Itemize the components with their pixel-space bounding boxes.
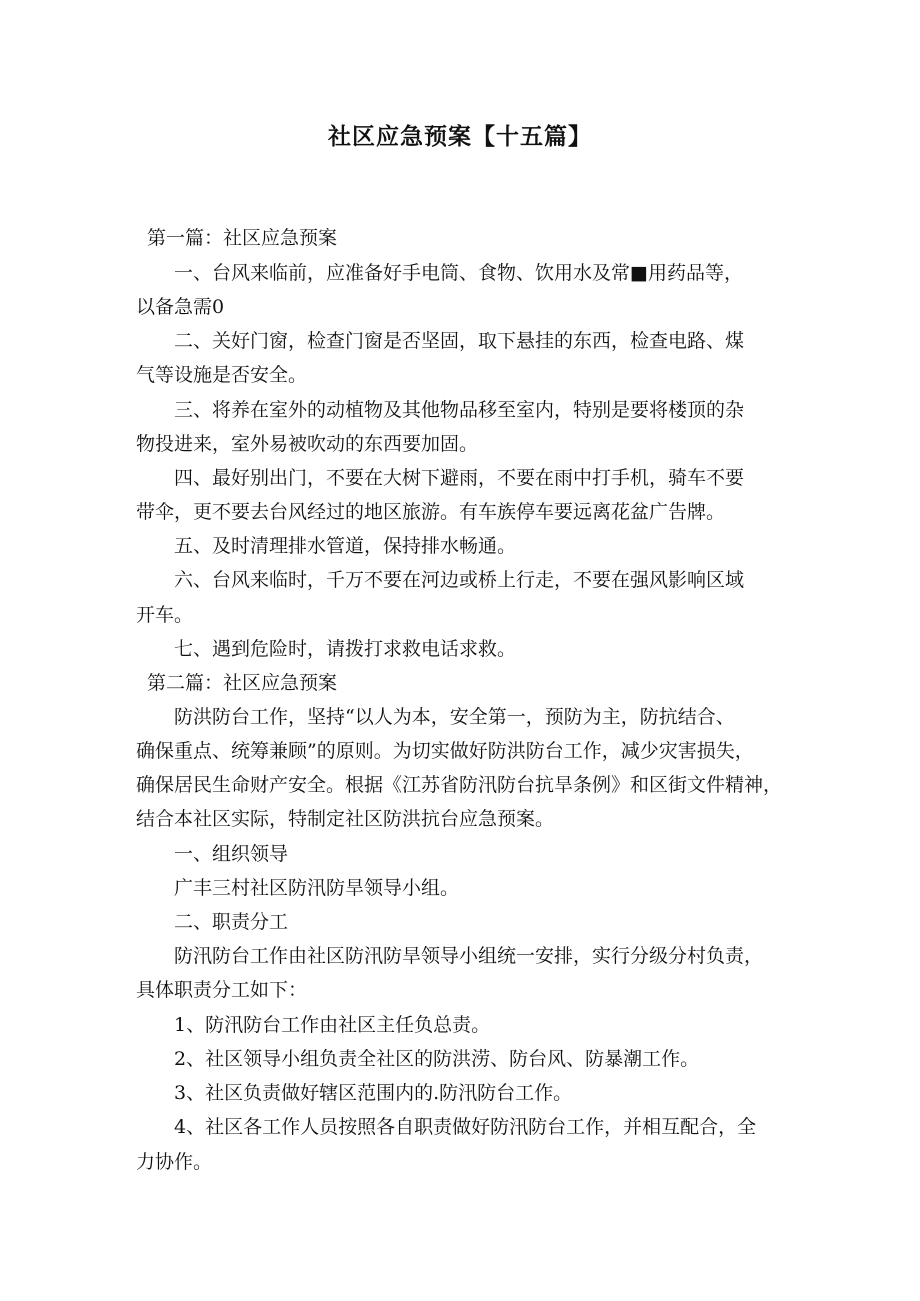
paragraph-line: 二、关好门窗，检查门窗是否坚固，取下悬挂的东西，检查电路、煤 [174,330,745,352]
paragraph-line: 六、台风来临时，千万不要在河边或桥上行走，不要在强风影响区域 [174,569,745,591]
paragraph-line: 1、防汛防台工作由社区主任负总责。 [174,1014,491,1036]
paragraph-line: 三、将养在室外的动植物及其他物品移至室内，特别是要将楼顶的杂 [174,399,745,421]
paragraph-line: 确保重点、统筹兼顾”的原则。为切实做好防洪防台工作，减少灾害损失， [136,740,754,762]
section-heading: 第二篇：社区应急预案 [147,672,338,694]
paragraph-line: 一、台风来临前，应准备好手电筒、食物、饮用水及常■用药品等， [174,262,743,284]
paragraph-line: 气等设施是否安全。 [136,364,308,386]
paragraph-line: 二、职责分工 [174,911,289,933]
paragraph-line: 防洪防台工作，坚持“以人为本，安全第一，预防为主，防抗结合、 [174,706,735,728]
paragraph-line: 五、及时清理排水管道，保持排水畅通。 [174,535,517,557]
paragraph-line: 以备急需0 [136,296,225,318]
paragraph-line: 确保居民生命财产安全。根据《江苏省防汛防台抗旱条例》和区街文件精神， [136,774,783,796]
paragraph-line: 2、社区领导小组负责全社区的防洪涝、防台风、防暴潮工作。 [174,1048,700,1070]
document-title: 社区应急预案【十五篇】 [328,124,592,150]
paragraph-line: 具体职责分工如下： [136,979,308,1001]
paragraph-line: 3、社区负责做好辖区范围内的.防汛防台工作。 [174,1082,573,1104]
paragraph-line: 四、最好别出门，不要在大树下避雨，不要在雨中打手机，骑车不要 [174,467,745,489]
paragraph-line: 带伞，更不要去台风经过的地区旅游。有车族停车要远离花盆广告牌。 [136,501,726,523]
paragraph-line: 一、组织领导 [174,843,289,865]
paragraph-line: 结合本社区实际，特制定社区防洪抗台应急预案。 [136,808,555,830]
section-heading: 第一篇：社区应急预案 [147,227,338,249]
paragraph-line: 4、社区各工作人员按照各自职责做好防汛防台工作，并相互配合，全 [174,1116,757,1138]
paragraph-line: 防汛防台工作由社区防汛防旱领导小组统一安排，实行分级分村负责， [174,945,764,967]
paragraph-line: 开车。 [136,604,194,626]
paragraph-line: 物投进来，室外易被吹动的东西要加固。 [136,433,479,455]
paragraph-line: 力协作。 [136,1151,213,1173]
paragraph-line: 七、遇到危险时，请拨打求救电话求救。 [174,638,517,660]
paragraph-line: 广丰三村社区防汛防旱领导小组。 [174,877,460,899]
